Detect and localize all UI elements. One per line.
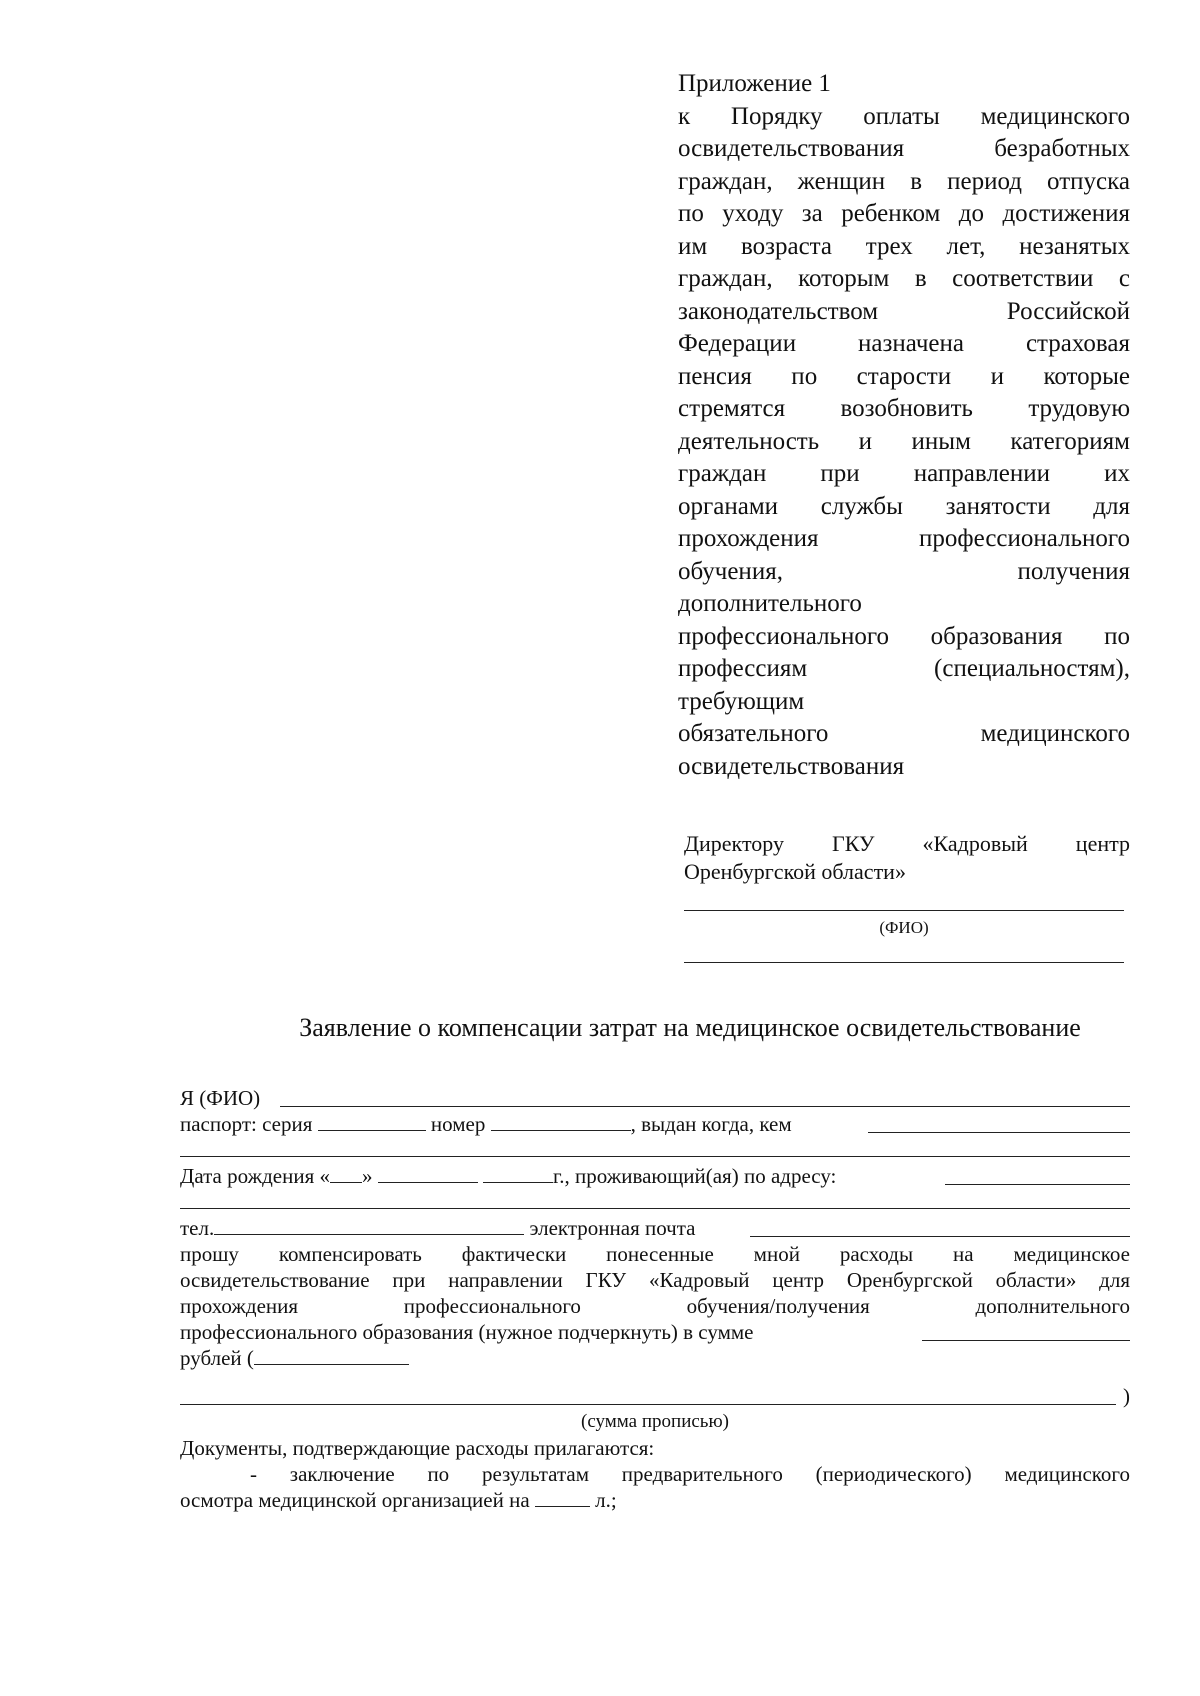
appendix-line: освидетельствования (678, 752, 905, 780)
birth-year-suffix: г., проживающий(ая) по адресу: (552, 1164, 837, 1188)
address-continuation-line[interactable] (180, 1189, 1130, 1215)
birth-month-field[interactable] (378, 1163, 478, 1183)
appendix-line: им возраста трех лет, незанятых (678, 232, 1130, 260)
passport-series-field[interactable] (318, 1111, 426, 1131)
passport-number-label: номер (430, 1112, 486, 1136)
sum-words-field[interactable] (180, 1404, 1116, 1405)
doc-item-line: - заключение по результатам предварительного (периодического) медицинского (250, 1462, 1130, 1486)
appendix-line: дополнительного (678, 590, 862, 617)
appendix-line: граждан, женщин в период отпуска (678, 167, 1130, 195)
email-field[interactable] (750, 1236, 1130, 1237)
birth-day-field[interactable] (330, 1163, 362, 1183)
appendix-line: граждан, которым в соответствии с (678, 265, 1130, 292)
email-label: электронная почта (529, 1216, 696, 1240)
fio-label: Я (ФИО) (180, 1086, 261, 1110)
doc-pages-field[interactable] (535, 1487, 590, 1507)
request-sum-row (180, 1319, 1130, 1345)
passport-row (180, 1111, 1130, 1137)
passport-issued-field[interactable] (868, 1132, 1130, 1133)
address-field[interactable] (945, 1184, 1130, 1185)
appendix-line: Федерации назначена страховая (678, 330, 1130, 357)
passport-series-label: паспорт: серия (180, 1112, 313, 1136)
appendix-line: профессионального образования по (678, 622, 1130, 650)
contact-row (180, 1215, 1130, 1241)
passport-issued-label: , выдан когда, кем (630, 1112, 792, 1136)
addressee-extra-line[interactable] (684, 962, 1124, 963)
request-line: освидетельствование при направлении ГКУ «Кадровый центр Оренбургской области» для (180, 1268, 1130, 1292)
phone-label: тел. (180, 1216, 215, 1240)
appendix-line: граждан при направлении их (678, 460, 1130, 487)
sum-digits-field[interactable] (922, 1340, 1130, 1341)
addressee-line: Оренбургской области» (684, 859, 906, 884)
rubles-label: рублей ( (180, 1346, 254, 1370)
sum-caption: (сумма прописью) (581, 1411, 729, 1432)
request-line: прохождения профессионального обучения/получения дополнительного (180, 1294, 1130, 1318)
appendix-line: освидетельствования безработных (678, 135, 1130, 162)
rubles-field[interactable] (254, 1345, 409, 1365)
appendix-line: органами службы занятости для (678, 492, 1130, 520)
appendix-line: профессиям (специальностям), (678, 655, 1130, 682)
doc-item-prefix: осмотра медицинской организацией на (180, 1488, 530, 1512)
birth-label: Дата рождения « (180, 1164, 330, 1188)
addressee-fio-line[interactable] (684, 910, 1124, 911)
fio-caption: (ФИО) (879, 918, 929, 937)
request-last-line: профессионального образования (нужное подчеркнуть) в сумме (180, 1320, 754, 1344)
appendix-line: к Порядку оплаты медицинского (678, 102, 1130, 130)
addressee-line: Директору ГКУ «Кадровый центр (684, 831, 1130, 856)
fio-field[interactable] (280, 1106, 1130, 1107)
passport-number-field[interactable] (491, 1111, 631, 1131)
appendix-line: обучения, получения (678, 557, 1130, 585)
rubles-row (180, 1345, 1130, 1371)
appendix-line: по уходу за ребенком до достижения (678, 200, 1130, 227)
documents-label: Документы, подтверждающие расходы прилагаются: (180, 1436, 655, 1460)
doc-item-suffix: л.; (595, 1488, 617, 1512)
request-line: прошу компенсировать фактически понесенные мной расходы на медицинское (180, 1242, 1130, 1266)
birth-quote-close: » (361, 1164, 373, 1188)
document-heading: Заявление о компенсации затрат на медицинское освидетельствование (299, 1013, 1081, 1042)
closing-paren: ) (1123, 1384, 1130, 1408)
appendix-block (678, 68, 1130, 783)
appendix-line: стремятся возобновить трудовую (678, 395, 1130, 422)
appendix-line: обязательного медицинского (678, 720, 1130, 747)
appendix-title: Приложение 1 (678, 70, 831, 97)
appendix-line: требующим (678, 687, 805, 715)
appendix-line: прохождения профессионального (678, 525, 1130, 552)
appendix-line: пенсия по старости и которые (678, 362, 1130, 390)
appendix-line: законодательством Российской (678, 297, 1130, 325)
sum-words-row (180, 1383, 1130, 1409)
birth-year-field[interactable] (483, 1163, 553, 1183)
appendix-line: деятельность и иным категориям (678, 427, 1130, 455)
phone-field[interactable] (214, 1215, 524, 1235)
passport-continuation-line[interactable] (180, 1137, 1130, 1163)
fio-row (180, 1085, 1130, 1111)
birth-row (180, 1163, 1130, 1189)
addressee-block (684, 830, 1130, 886)
doc-item-pages-row (180, 1487, 1130, 1513)
application-form (180, 1085, 1130, 1513)
